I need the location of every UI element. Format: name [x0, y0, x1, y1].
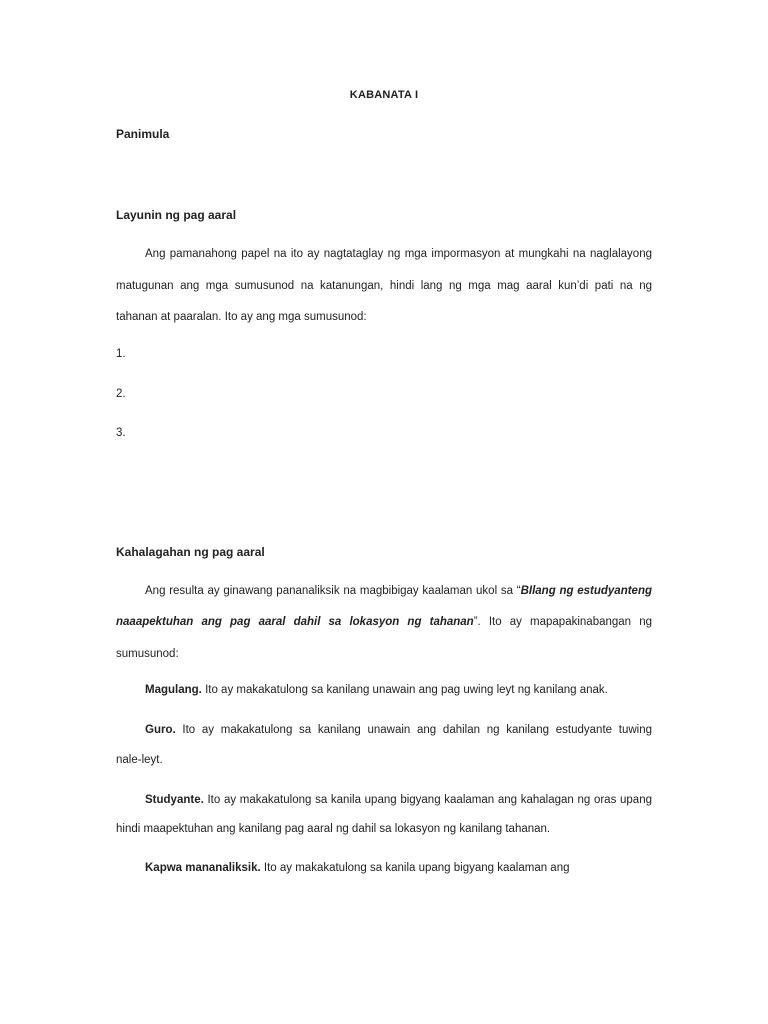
- paragraph-line: [116, 616, 652, 628]
- study-title-emphasis: naaapektuhan ang pag aaral dahil sa lokasyon ng tahanan: [116, 616, 474, 628]
- beneficiary-kapwa-mananaliksik: [145, 862, 570, 874]
- beneficiary-text: Ito ay makakatulong sa kanila upang bigyang kaalaman ang: [260, 862, 570, 874]
- beneficiary-studyante: [145, 794, 652, 806]
- beneficiary-term: Magulang.: [145, 684, 202, 696]
- list-item: 2.: [116, 388, 126, 400]
- study-title-emphasis: BIlang ng estudyanteng: [520, 585, 653, 597]
- paragraph-text: ”. Ito ay mapapakinabangan ng: [473, 616, 652, 628]
- list-item: 1.: [116, 348, 126, 360]
- paragraph-line: hindi maapektuhan ang kanilang pag aaral ng dahil sa lokasyon ng kanilang tahanan.: [116, 823, 551, 835]
- heading-panimula: Panimula: [116, 127, 170, 141]
- beneficiary-text: Ito ay makakatulong sa kanilang unawain ang pag uwing leyt ng kanilang anak.: [201, 684, 608, 696]
- heading-layunin: Layunin ng pag aaral: [116, 208, 237, 222]
- list-item: 3.: [116, 427, 126, 439]
- paragraph-line: matugunan ang mga sumusunod na katanungan, hindi lang ng mga mag aaral kun’di pati na ng: [116, 280, 652, 292]
- paragraph-text: Ang resulta ay ginawang pananaliksik na magbibigay kaalaman ukol sa “: [145, 585, 521, 597]
- beneficiary-term: Kapwa mananaliksik.: [145, 862, 261, 874]
- document-title: KABANATA I: [349, 89, 419, 101]
- beneficiary-magulang: [145, 684, 608, 696]
- paragraph-line: nale-leyt.: [116, 754, 163, 766]
- beneficiary-term: Studyante.: [145, 794, 204, 806]
- paragraph-line: sumusunod:: [116, 648, 179, 660]
- beneficiary-text: Ito ay makakatulong sa kanila upang bigyang kaalaman ang kahalagan ng oras upang: [203, 794, 652, 806]
- paragraph-line: Ang pamanahong papel na ito ay nagtataglay ng mga impormasyon at mungkahi na naglalayong: [145, 248, 652, 260]
- paragraph-line: tahanan at paaralan. Ito ay ang mga sumusunod:: [116, 311, 367, 323]
- beneficiary-guro: [145, 724, 652, 736]
- paragraph-line: [145, 585, 652, 597]
- beneficiary-term: Guro.: [145, 724, 176, 736]
- heading-kahalagahan: Kahalagahan ng pag aaral: [116, 545, 265, 559]
- beneficiary-text: Ito ay makakatulong sa kanilang unawain ang dahilan ng kanilang estudyante tuwing: [175, 724, 652, 736]
